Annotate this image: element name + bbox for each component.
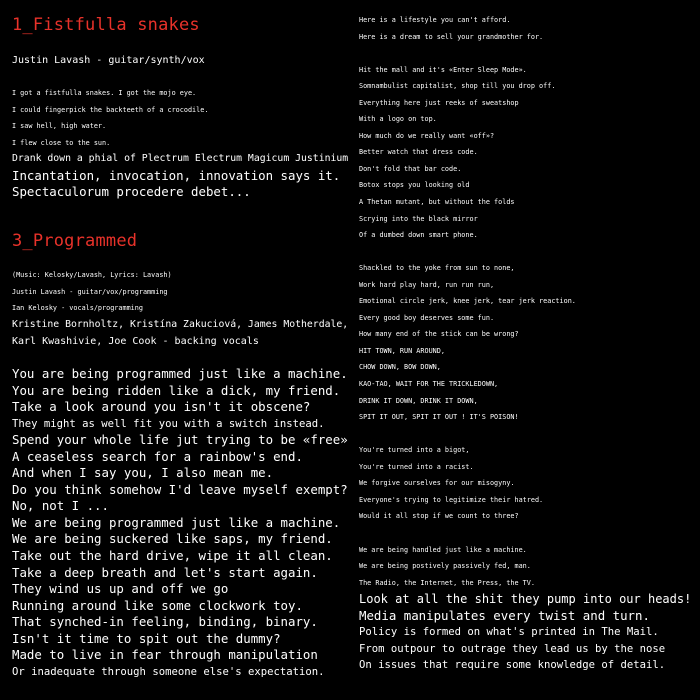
lyric-line: You're turned into a bigot, <box>359 446 470 455</box>
left-column <box>12 0 350 700</box>
lyric-line: They might as well fit you with a switch instead. <box>12 417 325 430</box>
lyric-line: Drank down a phial of Plectrum Electrum Magicum Justinium <box>12 153 349 165</box>
lyrics-fistfulla-snakes <box>12 85 348 201</box>
credit-line: (Music: Kelosky/Lavash, Lyrics: Lavash) <box>12 271 172 279</box>
lyric-line: Isn't it time to spit out the dummy? <box>12 630 281 646</box>
lyric-line: Incantation, invocation, innovation says it. <box>12 167 341 183</box>
lyric-line: Every good boy deserves some fun. <box>359 313 495 322</box>
lyric-line: Spend your whole life jut trying to be «free» <box>12 432 348 448</box>
lyric-line: You are being programmed just like a machine. <box>12 366 348 381</box>
lyric-line: You are being ridden like a dick, my friend. <box>12 382 341 398</box>
lyric-line: Take a deep breath and let's start again. <box>12 564 318 580</box>
credit-line: Karl Kwashivie, Joe Cook - backing vocals <box>12 335 259 347</box>
lyric-line: KAO-TAO, WAIT FOR THE TRICKLEDOWN, <box>359 380 499 389</box>
lyric-line: Take out the hard drive, wipe it all clean. <box>12 548 333 564</box>
lyric-line: Media manipulates every twist and turn. <box>359 607 650 623</box>
lyric-line: I flew close to the sun. <box>12 138 111 147</box>
lyric-line: Or inadequate through someone else's expectation. <box>12 665 325 678</box>
credits-programmed <box>12 267 348 350</box>
lyric-line: Spectaculorum procedere debet... <box>12 184 251 200</box>
lyric-line: Would it all stop if we count to three? <box>359 512 519 521</box>
lyric-line: Scrying into the black mirror <box>359 214 478 223</box>
lyric-line: Made to live in fear through manipulation <box>12 647 318 663</box>
lyric-line: I could fingerpick the backteeth of a crocodile. <box>12 105 209 114</box>
lyric-line: CHOW DOWN, BOW DOWN, <box>359 363 441 372</box>
lyric-line: Work hard play hard, run run run, <box>359 280 495 289</box>
lyric-line: Here is a lifestyle you can't afford. <box>359 16 511 24</box>
lyric-line: And when I say you, I also mean me. <box>12 465 274 481</box>
lyric-line: HIT TOWN, RUN AROUND, <box>359 346 445 355</box>
lyric-line: How many end of the stick can be wrong? <box>359 330 519 339</box>
lyric-line: On issues that require some knowledge of detail. <box>359 659 666 672</box>
lyric-line: A ceaseless search for a rainbow's end. <box>12 448 303 464</box>
stanza-gap <box>359 45 691 62</box>
lyric-line: I saw hell, high water. <box>12 122 107 131</box>
lyric-line: We are being postively passively fed, man. <box>359 562 531 571</box>
lyric-line: Look at all the shit they pump into our heads! <box>359 592 692 607</box>
song-title-fistfulla-snakes: 1_Fistfulla snakes <box>12 15 200 35</box>
lyric-line: Of a dumbed down smart phone. <box>359 231 478 240</box>
lyric-line: Hit the mall and it's «Enter Sleep Mode». <box>359 65 527 74</box>
lyric-line: Running around like some clockwork toy. <box>12 597 303 613</box>
stanza-gap <box>359 525 691 542</box>
credit-line: Justin Lavash - guitar/synth/vox <box>12 55 205 66</box>
lyric-line: Shackled to the yoke from sun to none, <box>359 264 515 273</box>
lyric-line: Here is a dream to sell your grandmother for. <box>359 32 544 41</box>
lyric-line: The Radio, the Internet, the Press, the TV. <box>359 578 535 587</box>
lyrics-programmed-continued <box>359 12 691 674</box>
lyric-line: Somnambulist capitalist, shop till you drop off. <box>359 82 556 91</box>
stanza-gap <box>359 426 691 443</box>
lyric-line: They wind us up and off we go <box>12 581 229 597</box>
credit-line: Ian Kelosky - vocals/programming <box>12 304 143 313</box>
lyric-line: No, not I ... <box>12 498 109 514</box>
lyric-line: We are being suckered like saps, my friend. <box>12 531 333 547</box>
lyric-line: We forgive ourselves for our misogyny. <box>359 479 515 488</box>
lyric-line: Don't fold that bar code. <box>359 164 462 173</box>
lyric-line: Botox stops you looking old <box>359 181 470 190</box>
lyric-line: Better watch that dress code. <box>359 148 478 157</box>
lyric-line: SPIT IT OUT, SPIT IT OUT ! IT'S POISON! <box>359 413 519 422</box>
song-title-programmed: 3_Programmed <box>12 231 138 251</box>
credit-line: Justin Lavash - guitar/vox/programming <box>12 287 168 296</box>
lyric-line: Everyone's trying to legitimize their hatred. <box>359 495 544 504</box>
lyric-line: I got a fistfulla snakes. I got the mojo eye. <box>12 89 197 97</box>
credit-line: Kristine Bornholtz, Kristína Zakuciová, James Motherdale, <box>12 319 349 331</box>
lyrics-programmed <box>12 366 348 680</box>
lyric-line: Do you think somehow I'd leave myself exempt? <box>12 481 348 497</box>
lyric-line: We are being handled just like a machine. <box>359 545 527 554</box>
right-column <box>359 0 694 700</box>
lyric-line: That synched-in feeling, binding, binary. <box>12 614 318 630</box>
lyric-line: Emotional circle jerk, knee jerk, tear jerk reaction. <box>359 297 576 306</box>
lyric-line: How much do we really want «off»? <box>359 131 495 140</box>
lyric-line: With a logo on top. <box>359 115 437 124</box>
lyric-line: We are being programmed just like a machine. <box>12 514 341 530</box>
stanza-gap <box>359 244 691 261</box>
lyric-line: From outpour to outrage they lead us by the nose <box>359 642 666 655</box>
lyric-line: Everything here just reeks of sweatshop <box>359 98 519 107</box>
lyric-line: Take a look around you isn't it obscene? <box>12 399 311 415</box>
lyric-line: A Thetan mutant, but without the folds <box>359 198 515 207</box>
lyric-line: Policy is formed on what's printed in The Mail. <box>359 626 659 639</box>
lyric-line: You're turned into a racist. <box>359 462 474 471</box>
lyric-line: DRINK IT DOWN, DRINK IT DOWN, <box>359 396 478 405</box>
credits-fistfulla-snakes <box>12 53 205 70</box>
